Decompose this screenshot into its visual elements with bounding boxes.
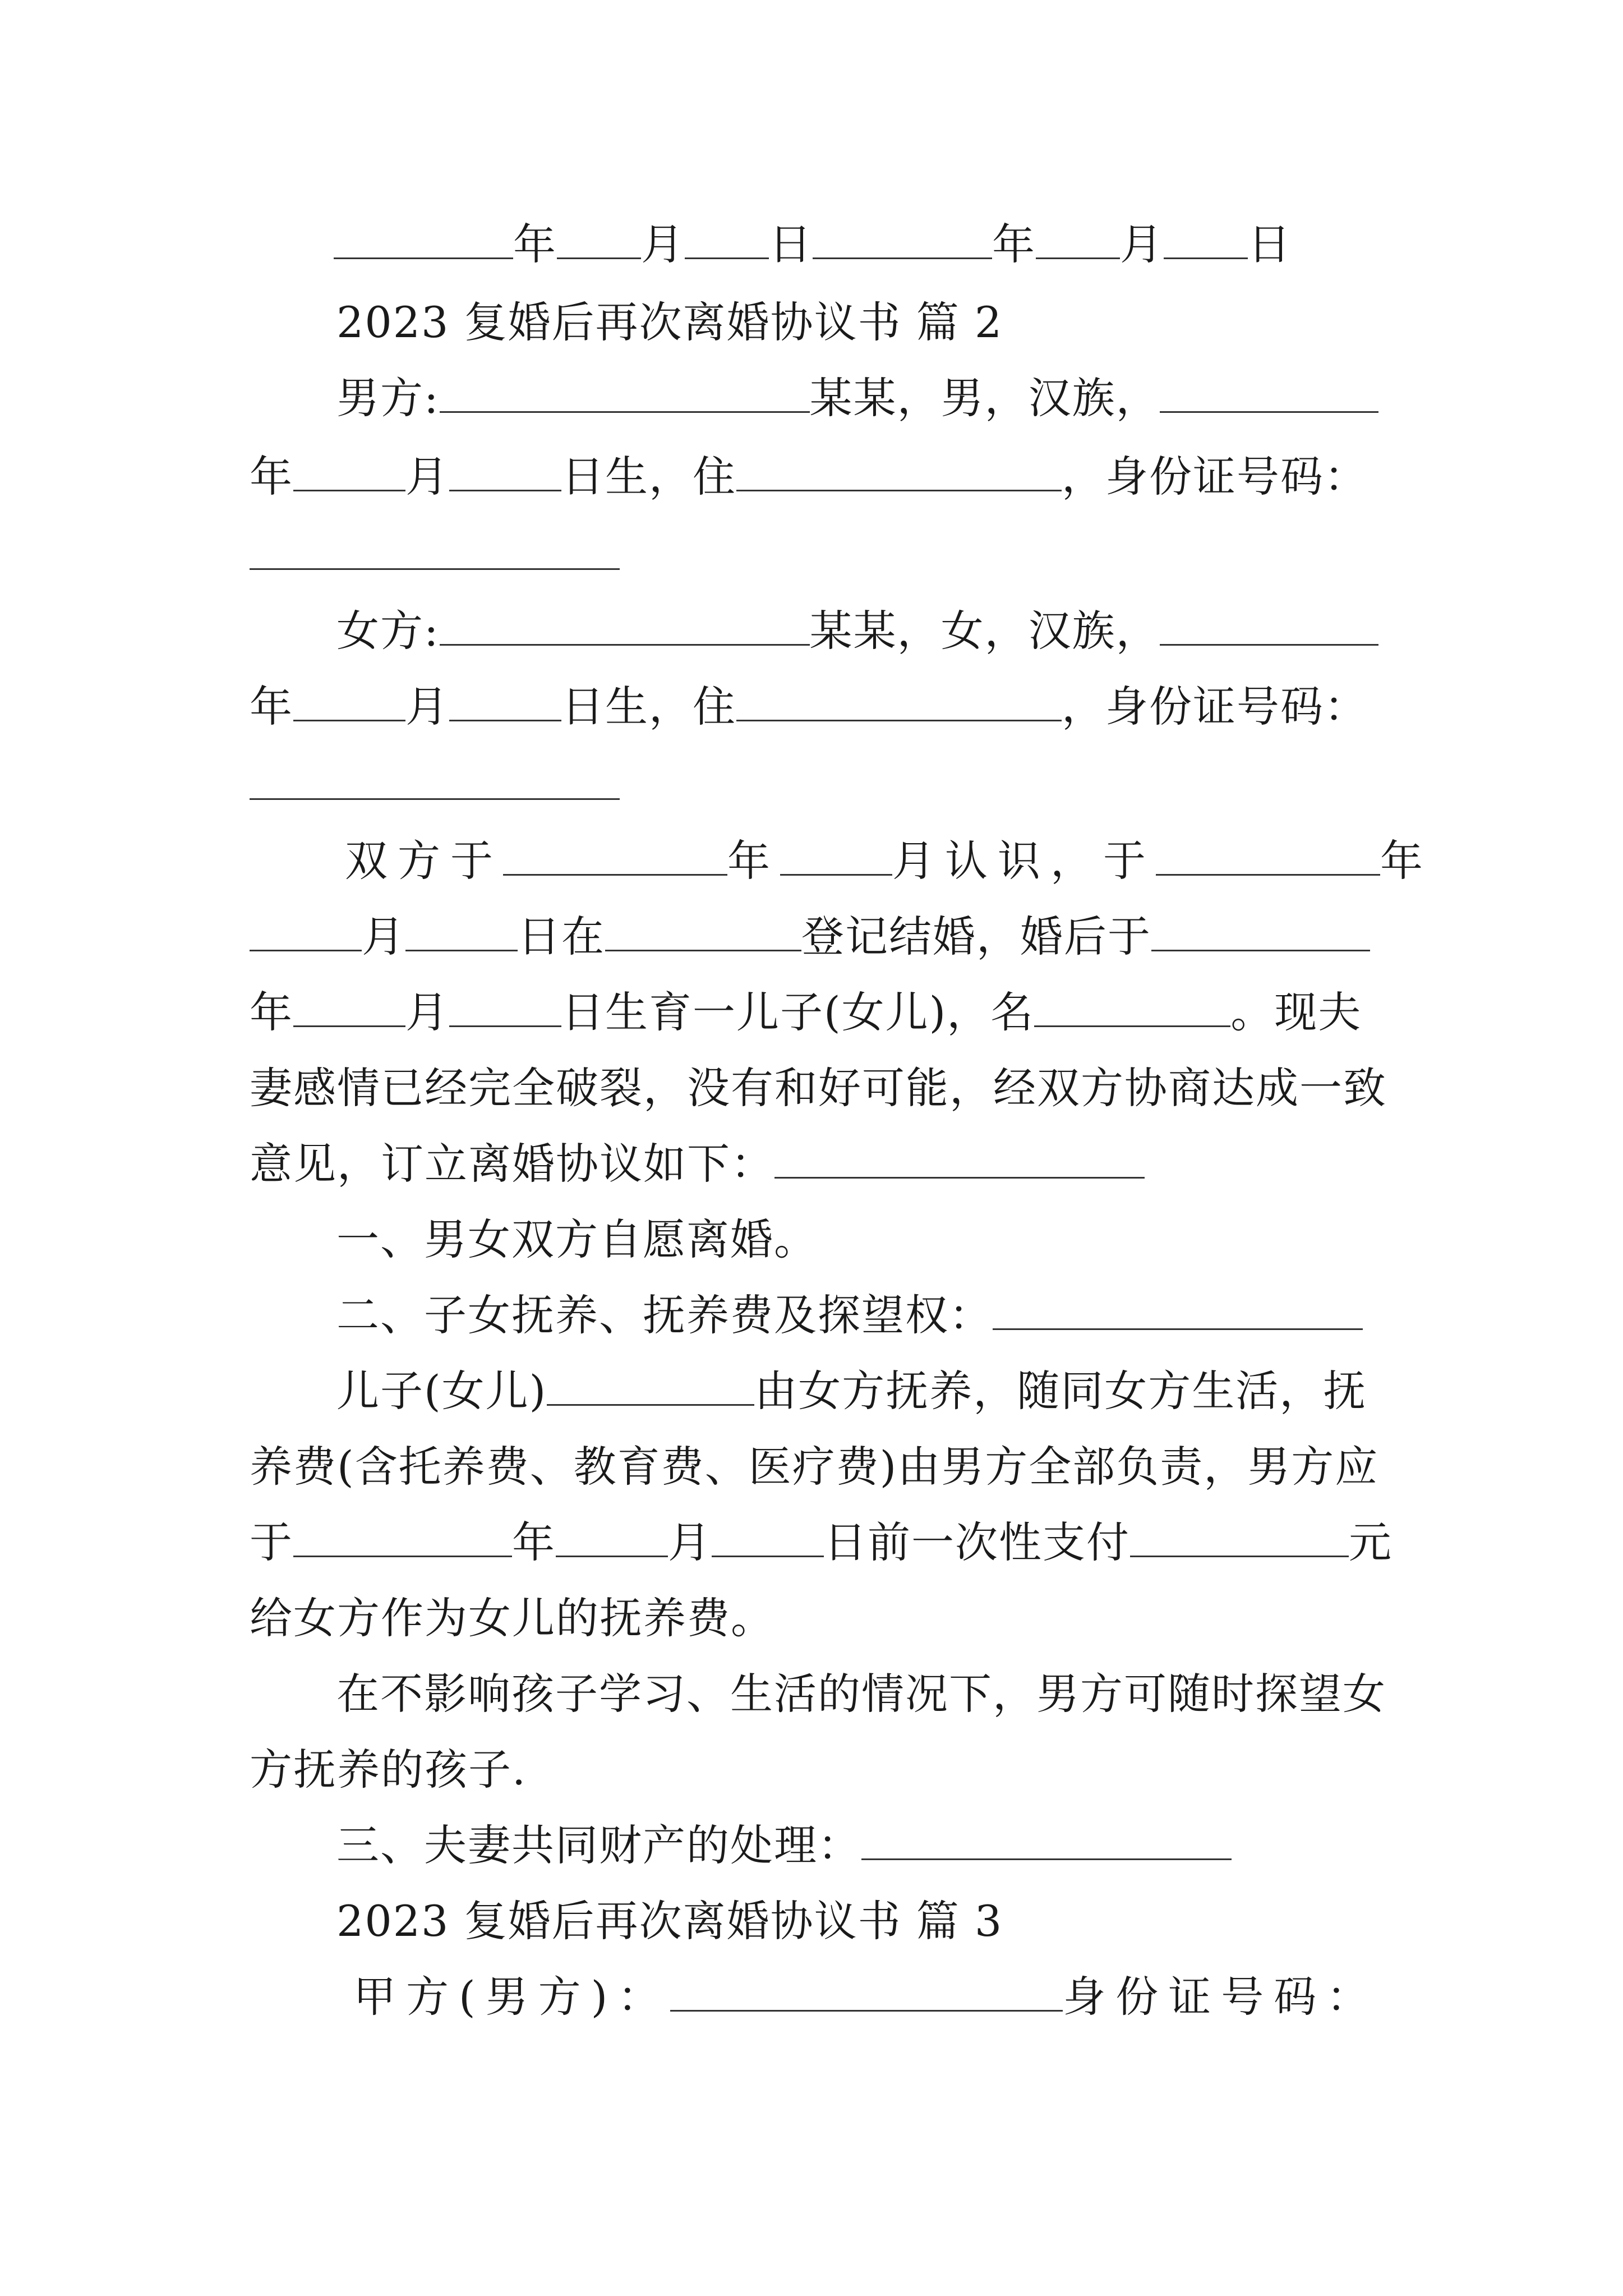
paragraph-line: 给女方作为女儿的抚养费。 [250,1593,774,1643]
blank-field [1130,1519,1349,1557]
text-day: 日 [769,219,813,269]
blank-field [1151,913,1370,951]
text-year: 年 [250,682,293,731]
blank-field [250,761,620,800]
blank-field [1160,374,1378,413]
label-female: 女方: [336,606,440,656]
paragraph-line [345,827,1424,895]
text-fragment: 日生育一儿子(女儿)，名 [561,987,1035,1037]
text-year: 年 [512,1517,556,1567]
blank-field [293,1519,512,1557]
female-party-line [336,597,1387,665]
paragraph-line [250,1130,1387,1198]
blank-field [712,1519,824,1557]
blank-field [503,837,727,876]
party-a-line [353,1963,1387,2031]
blank-field [861,1821,1232,1860]
text-id-number: ，身份证号码： [1062,682,1368,731]
text-fragment: 于 [250,1517,293,1567]
blank-field [1164,220,1248,259]
text-year: 年 [1380,836,1424,886]
text-fragment: 元 [1349,1517,1393,1567]
blank-field [780,837,892,876]
blank-field [250,531,620,570]
label-party-a: 甲方(男方)： [353,1972,671,2022]
text-year: 年 [513,219,557,269]
blank-field [293,683,405,721]
text-month: 月 [405,987,449,1037]
text-fragment: 意见，订立离婚协议如下： [250,1139,774,1189]
blank-field [334,220,513,259]
text-fragment: 三、夫妻共同财产的处理： [336,1820,861,1870]
text-month: 月 [362,912,405,961]
paragraph-line: 在不影响孩子学习、生活的情况下，男方可随时探望女 [336,1669,1386,1719]
paragraph-line: 方抚养的孩子. [250,1745,527,1795]
female-id-line [250,752,1387,819]
text-birth-address: 日生，住 [561,452,736,501]
blank-field [293,453,405,491]
blank-field [736,453,1062,491]
paragraph-line [250,903,1387,970]
text-fragment: 双方于 [345,836,503,886]
text-birth-address: 日生，住 [561,682,736,731]
blank-field [1034,988,1230,1027]
text-fragment: 二、子女抚养、抚养费及探望权： [336,1290,993,1340]
blank-field [556,1519,668,1557]
text-fragment: 登记结婚，婚后于 [801,912,1151,961]
text-day: 日 [1248,219,1292,269]
text-year: 年 [727,836,780,886]
clause-3 [336,1812,1387,1879]
blank-field [774,1140,1145,1179]
paragraph-line: 养费(含托养费、教育费、医疗费)由男方全部负责，男方应 [250,1442,1379,1492]
text-month: 月 [641,219,685,269]
blank-field [685,220,769,259]
blank-field [449,453,561,491]
blank-field [605,913,801,951]
text-year: 年 [250,987,293,1037]
section-heading: 2023 复婚后再次离婚协议书 篇 3 [336,1896,1003,1946]
female-birth-line [250,673,1387,740]
label-male: 男方: [336,373,440,423]
blank-field [557,220,641,259]
blank-field [813,220,992,259]
clause-2 [336,1282,1387,1349]
text-fragment: 月认识，于 [892,836,1156,886]
text-year: 年 [250,452,293,501]
paragraph-line [250,1509,1393,1576]
blank-field [670,1973,1063,2012]
text-fragment: 。现夫 [1230,987,1362,1037]
clause-1: 一、男女双方自愿离婚。 [336,1214,818,1264]
text-id-number: ，身份证号码： [1062,452,1368,501]
paragraph-line: 妻感情已经完全破裂，没有和好可能，经双方协商达成一致 [250,1063,1387,1113]
blank-field [440,374,810,413]
text-fragment: 日在 [518,912,605,961]
text-month: 月 [1120,219,1164,269]
text-fragment: 日前一次性支付 [824,1517,1130,1567]
text-id-number: 身份证号码： [1063,1972,1380,2022]
male-party-line [336,365,1387,432]
paragraph-line [250,979,1387,1046]
paragraph-line [336,1358,1387,1425]
blank-field [449,988,561,1027]
blank-field [1160,607,1378,646]
date-line [334,211,1387,278]
text-female-info: 某某，女，汉族， [809,606,1160,656]
text-male-info: 某某，男，汉族， [809,373,1160,423]
text-fragment: 儿子(女儿) [336,1366,547,1416]
blank-field [736,683,1062,721]
blank-field [547,1367,754,1406]
blank-field [440,607,810,646]
blank-field [449,683,561,721]
text-month: 月 [668,1517,712,1567]
text-year: 年 [992,219,1036,269]
blank-field [405,913,518,951]
section-heading: 2023 复婚后再次离婚协议书 篇 2 [336,297,1003,347]
blank-field [250,913,362,951]
blank-field [993,1291,1363,1330]
male-id-line [250,522,1387,589]
blank-field [1156,837,1380,876]
blank-field [1036,220,1120,259]
blank-field [293,988,405,1027]
text-month: 月 [405,452,449,501]
text-month: 月 [405,682,449,731]
male-birth-line [250,443,1387,510]
text-fragment: 由女方抚养，随同女方生活，抚 [754,1366,1367,1416]
